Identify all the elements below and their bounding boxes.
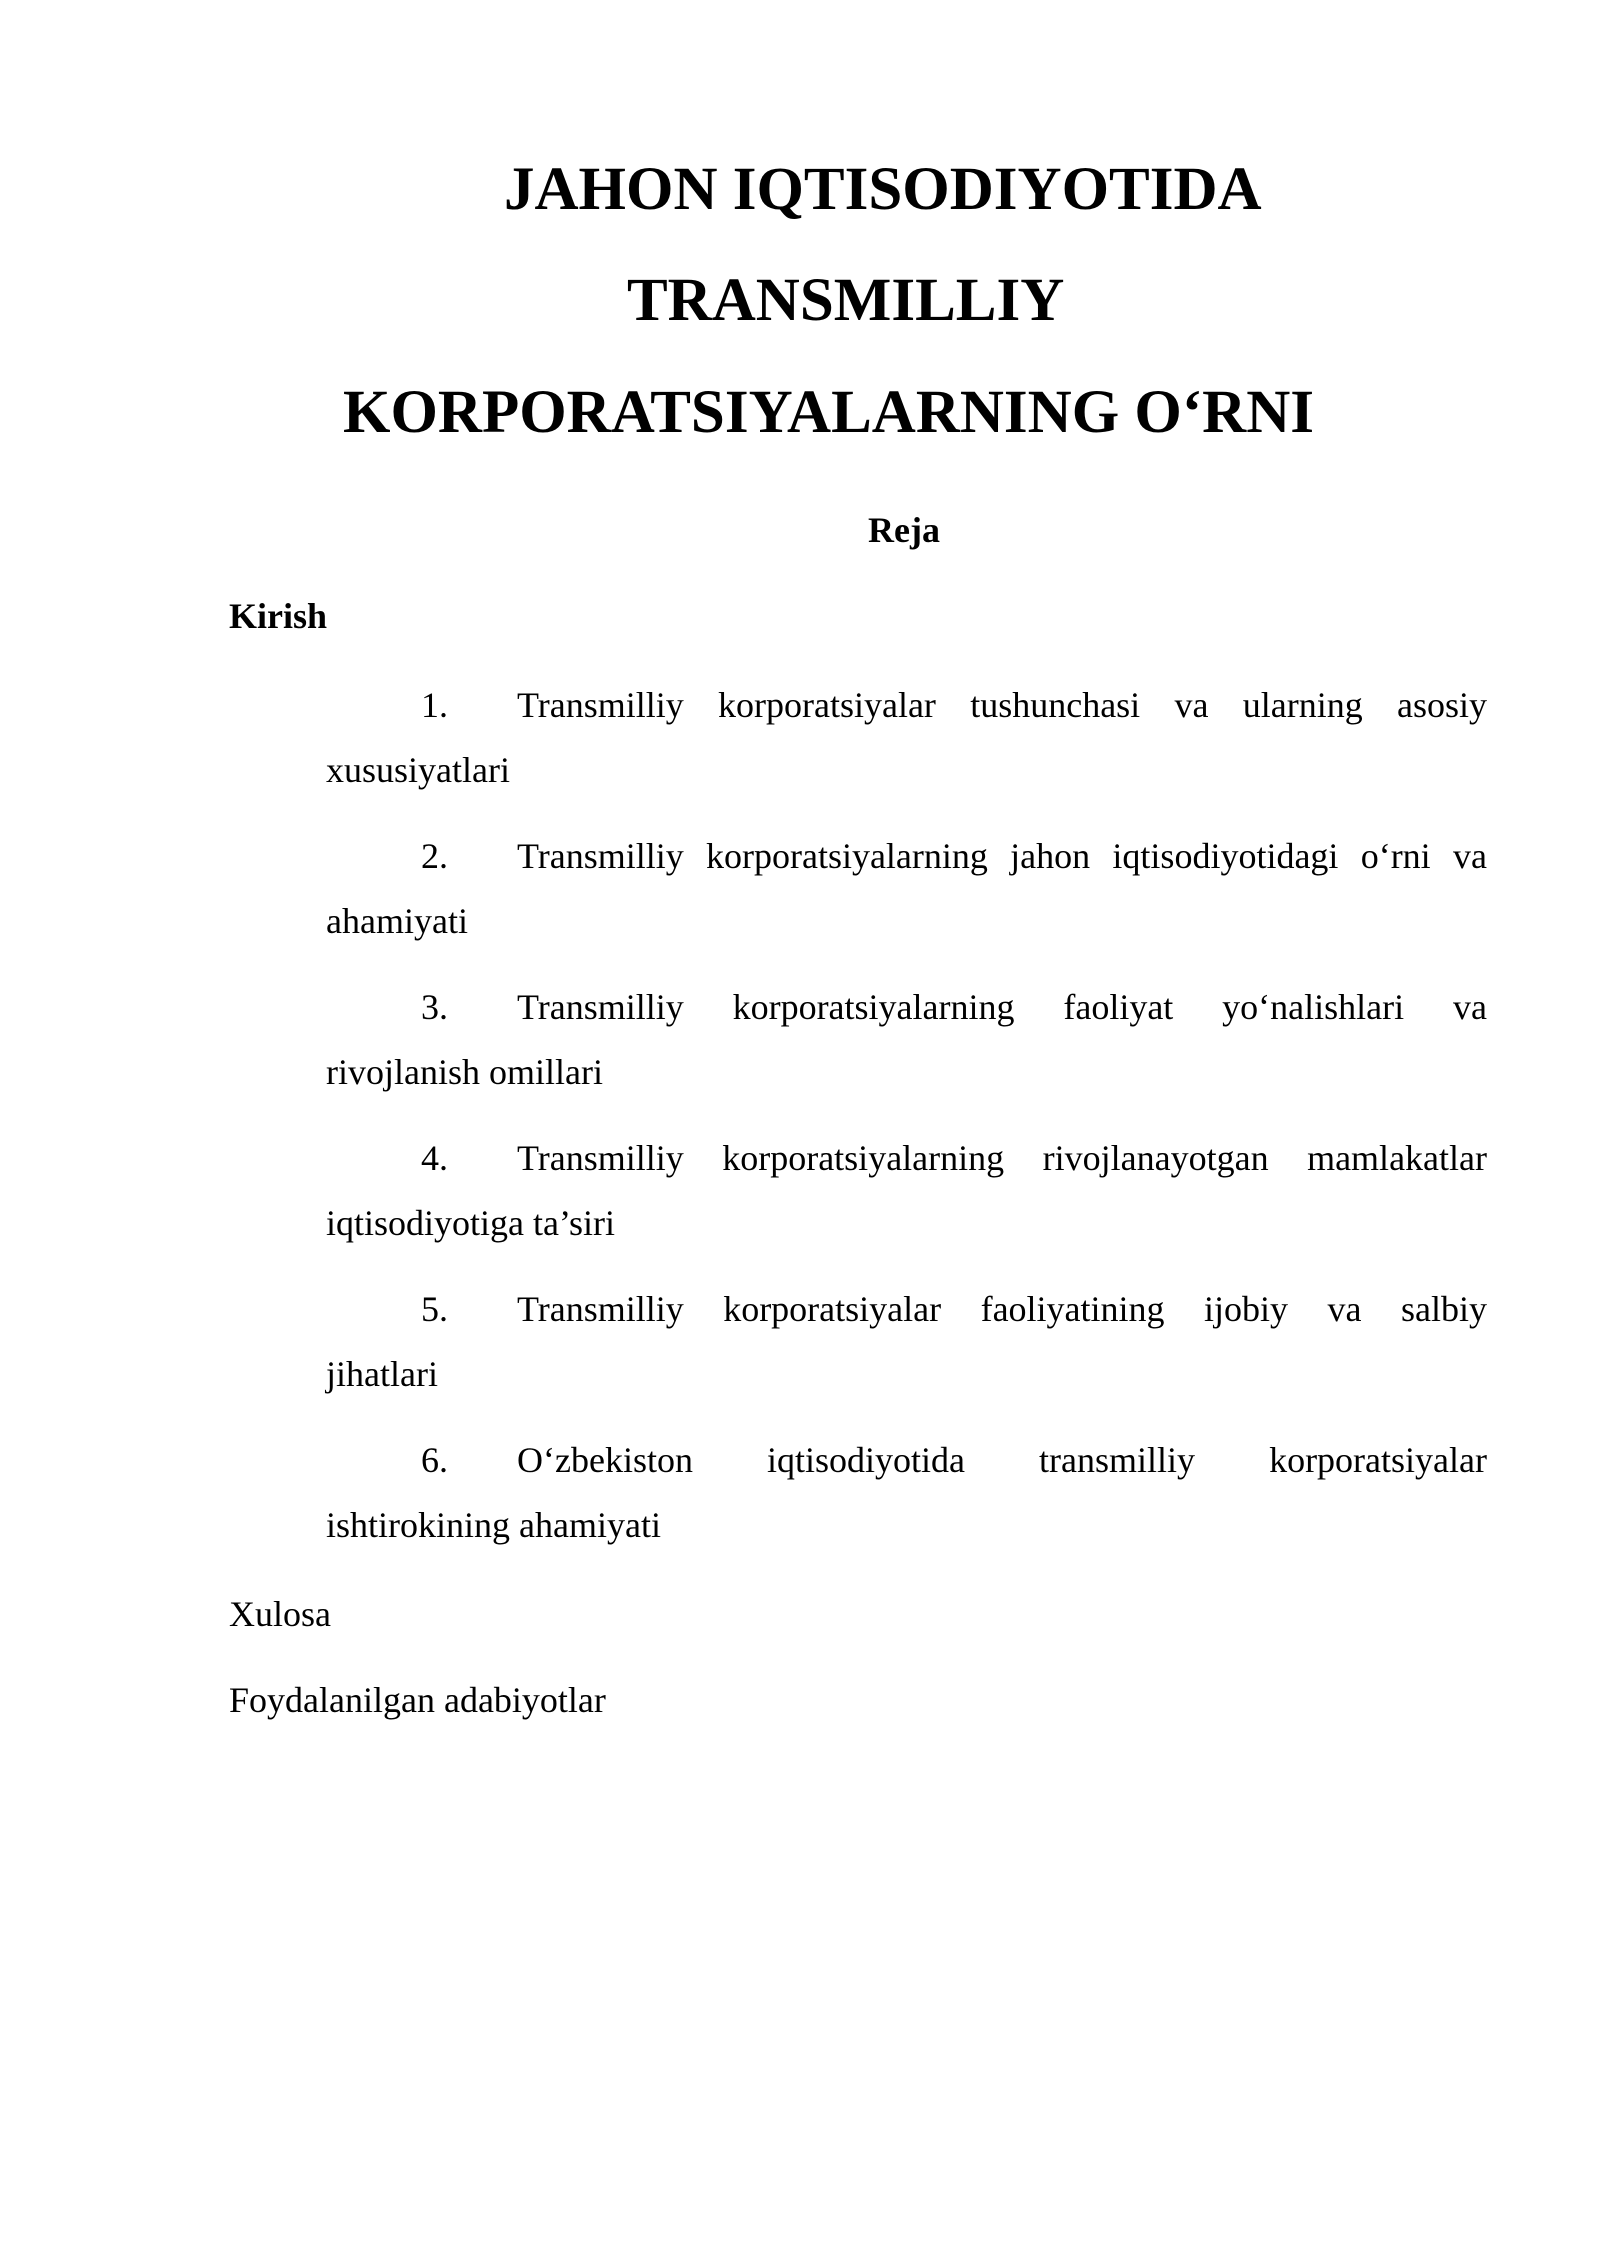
plan-item-continuation: ahamiyati [326,901,468,941]
plan-intro: Kirish [229,596,328,636]
plan-item-word: Transmilliy [517,1138,684,1178]
plan-item-words [517,673,1487,738]
plan-item-word: asosiy [1397,685,1487,725]
plan-item-word: korporatsiyalarning [732,987,1015,1027]
plan-item-word: O‘zbekiston [517,1440,693,1480]
plan-item-continuation: ishtirokining ahamiyati [326,1505,661,1545]
plan-item-number: 2. [421,836,448,876]
plan-item-continuation: xususiyatlari [326,750,510,790]
plan-item-word: ularning [1242,685,1363,725]
plan-item-5 [326,1277,1487,1407]
plan-item-word: Transmilliy [517,836,684,876]
plan-conclusion: Xulosa [229,1594,331,1634]
plan-item-1 [326,673,1487,803]
plan-item-words [517,1126,1487,1191]
plan-item-word: ijobiy [1204,1289,1289,1329]
plan-item-word: faoliyatining [980,1289,1165,1329]
plan-item-word: faoliyat [1063,987,1174,1027]
plan-item-word: tushunchasi [970,685,1141,725]
plan-item-number: 6. [421,1440,448,1480]
document-title-line-1: JAHON IQTISODIYOTIDA [504,156,1262,223]
plan-item-number: 3. [421,987,448,1027]
plan-item-continuation: iqtisodiyotiga ta’siri [326,1203,615,1243]
plan-item-2 [326,824,1487,954]
plan-item-word: va [1452,987,1487,1027]
plan-item-first-line [326,1126,1487,1191]
plan-item-word: va [1452,836,1487,876]
plan-item-first-line [326,824,1487,889]
plan-item-word: korporatsiyalar [723,1289,942,1329]
plan-item-word: korporatsiyalar [1269,1440,1487,1480]
plan-item-first-line [326,1277,1487,1342]
plan-item-number: 1. [421,685,448,725]
plan-item-word: korporatsiyalar [718,685,936,725]
plan-item-continuation: rivojlanish omillari [326,1052,603,1092]
plan-item-number: 4. [421,1138,448,1178]
plan-item-first-line [326,1428,1487,1493]
plan-item-4 [326,1126,1487,1256]
plan-item-word: Transmilliy [517,1289,684,1329]
plan-references: Foydalanilgan adabiyotlar [229,1680,606,1720]
plan-item-word: salbiy [1400,1289,1487,1329]
plan-item-number: 5. [421,1289,448,1329]
plan-item-word: rivojlanayotgan [1042,1138,1269,1178]
plan-item-word: o‘rni [1360,836,1431,876]
plan-item-word: jahon [1010,836,1091,876]
plan-item-word: korporatsiyalarning [705,836,988,876]
plan-item-word: va [1327,1289,1362,1329]
plan-item-first-line [326,673,1487,738]
plan-item-word: iqtisodiyotidagi [1112,836,1339,876]
document-title-line-3: KORPORATSIYALARNING O‘RNI [343,379,1315,446]
plan-item-word: korporatsiyalarning [722,1138,1005,1178]
plan-item-first-line [326,975,1487,1040]
plan-item-word: mamlakatlar [1307,1138,1487,1178]
plan-item-word: va [1174,685,1209,725]
document-title-line-2: TRANSMILLIY [627,267,1065,334]
plan-item-words [517,1277,1487,1342]
plan-item-3 [326,975,1487,1105]
plan-heading: Reja [868,510,940,550]
plan-item-word: iqtisodiyotida [767,1440,965,1480]
plan-item-word: Transmilliy [517,685,684,725]
plan-item-word: Transmilliy [517,987,684,1027]
plan-item-word: yo‘nalishlari [1222,987,1405,1027]
plan-item-words [517,1428,1487,1493]
plan-item-word: transmilliy [1039,1440,1196,1480]
plan-item-words [517,824,1487,889]
plan-item-6 [326,1428,1487,1558]
plan-item-words [517,975,1487,1040]
plan-item-continuation: jihatlari [326,1354,438,1394]
